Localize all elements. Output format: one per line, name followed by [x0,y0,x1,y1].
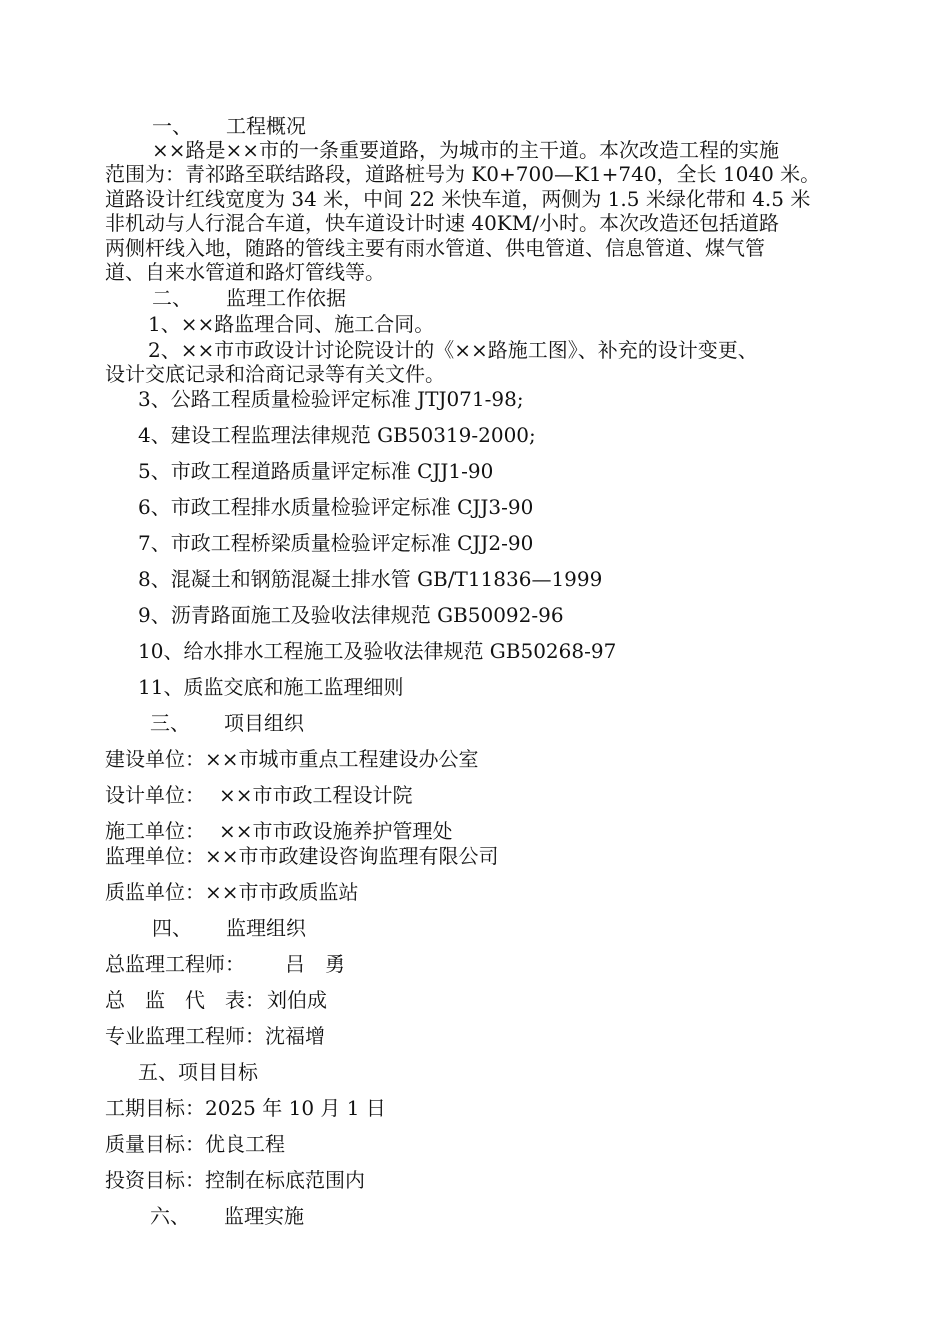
section-number: 四、 [152,916,192,940]
field-value: 沈福增 [265,1024,325,1048]
org-supervision-unit [105,844,499,868]
field-value: 吕 勇 [285,952,345,976]
field-value: ××市市政工程设计院 [219,783,413,807]
section-title: 工程概况 [226,114,306,138]
section-title: 监理工作依据 [226,286,346,310]
field-value: 控制在标底范围内 [205,1168,365,1192]
field-label: 质量目标： [105,1132,205,1156]
basis-item: 10、给水排水工程施工及验收法律规范 GB50268-97 [138,639,617,663]
section-heading-organization [150,711,304,735]
field-label: 工期目标： [105,1096,205,1120]
field-label: 建设单位： [105,747,205,771]
basis-item: 8、混凝土和钢筋混凝土排水管 GB/T11836—1999 [138,567,603,591]
section-number: 六、 [150,1204,190,1228]
basis-item: 4、建设工程监理法律规范 GB50319-2000; [138,423,536,447]
field-value: ××市市政设施养护管理处 [219,819,453,843]
section-heading-implementation [150,1204,304,1228]
field-value: 2025 年 10 月 1 日 [205,1096,386,1120]
overview-line-6: 道、自来水管道和路灯管线等。 [105,260,385,284]
field-value: 优良工程 [205,1132,285,1156]
field-value: ××市城市重点工程建设办公室 [205,747,479,771]
target-quality [105,1132,285,1156]
basis-item: 11、质监交底和施工监理细则 [138,675,404,699]
field-label: 质监单位： [105,880,205,904]
overview-line-5: 两侧杆线入地，随路的管线主要有雨水管道、供电管道、信息管道、煤气管 [105,236,765,260]
field-label: 投资目标： [105,1168,205,1192]
basis-item: 3、公路工程质量检验评定标准 JTJ071-98; [138,387,524,411]
section-number: 二、 [152,286,192,310]
basis-item-1: 1、××路监理合同、施工合同。 [148,312,435,336]
overview-line-4: 非机动与人行混合车道，快车道设计时速 40KM/小时。本次改造还包括道路 [105,211,779,235]
supervision-deputy [105,988,327,1012]
field-label: 总监理工程师： [105,952,245,976]
basis-item: 5、市政工程道路质量评定标准 CJJ1-90 [138,459,494,483]
target-investment [105,1168,365,1192]
basis-item: 9、沥青路面施工及验收法律规范 GB50092-96 [138,603,564,627]
supervision-chief [105,952,345,976]
section-heading-targets: 五、项目目标 [138,1060,258,1084]
field-label: 监理单位： [105,844,205,868]
org-construction-unit [105,747,479,771]
basis-item-2-line-1: 2、××市市政设计讨论院设计的《××路施工图》、补充的设计变更、 [148,338,758,362]
basis-item: 7、市政工程桥梁质量检验评定标准 CJJ2-90 [138,531,534,555]
section-title: 监理组织 [226,916,306,940]
section-title: 项目组织 [224,711,304,735]
org-builder-unit [105,819,453,843]
overview-line-2: 范围为：青祁路至联结路段，道路桩号为 K0+700—K1+740，全长 1040 米。 [105,162,821,186]
field-label: 施工单位： [105,819,205,843]
overview-line-3: 道路设计红线宽度为 34 米，中间 22 米快车道，两侧为 1.5 米绿化带和 4.5 米 [105,187,811,211]
section-number: 一、 [152,114,192,138]
section-heading-supervision-org [152,916,306,940]
basis-item: 6、市政工程排水质量检验评定标准 CJJ3-90 [138,495,534,519]
field-label: 总 监 代 表： [105,988,265,1012]
org-quality-unit [105,880,359,904]
overview-line-1: ××路是××市的一条重要道路，为城市的主干道。本次改造工程的实施 [152,138,780,162]
section-heading-basis [152,286,346,310]
field-value: ××市市政质监站 [205,880,359,904]
supervision-specialist [105,1024,325,1048]
org-design-unit [105,783,413,807]
section-title: 监理实施 [224,1204,304,1228]
field-label: 专业监理工程师： [105,1024,265,1048]
target-schedule [105,1096,386,1120]
field-value: 刘伯成 [267,988,327,1012]
field-label: 设计单位： [105,783,205,807]
section-number: 三、 [150,711,190,735]
section-heading-overview [152,114,306,138]
basis-item-2-line-2: 设计交底记录和洽商记录等有关文件。 [105,362,445,386]
field-value: ××市市政建设咨询监理有限公司 [205,844,499,868]
